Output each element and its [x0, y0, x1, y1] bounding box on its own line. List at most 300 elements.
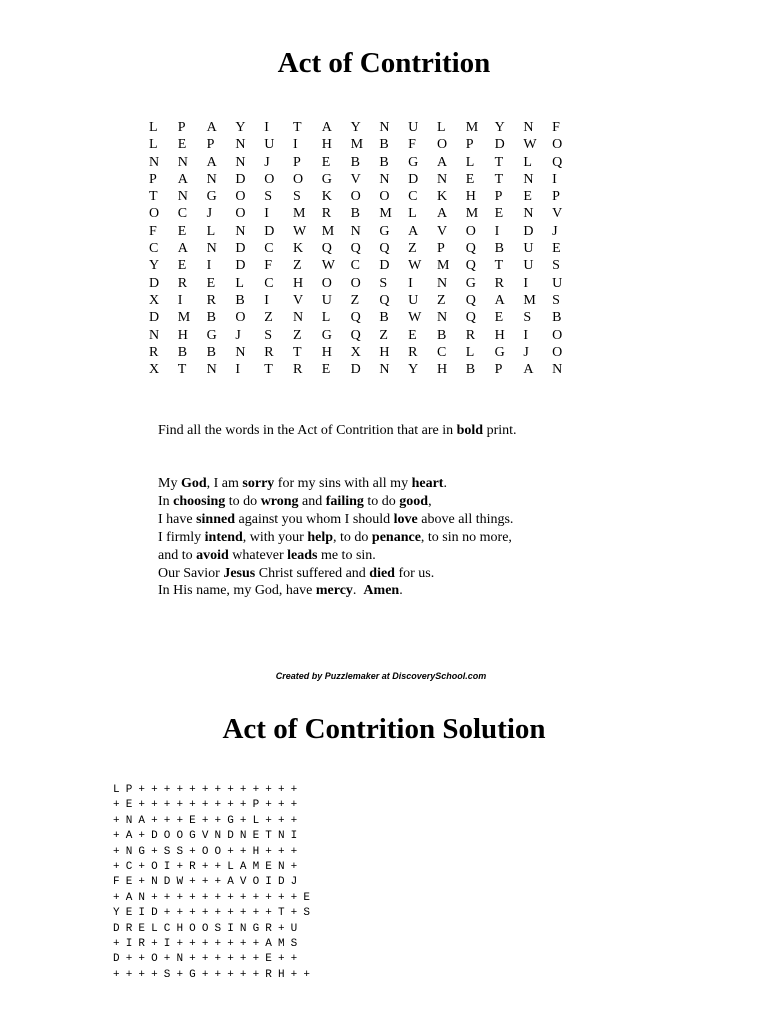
grid-letter: A — [436, 206, 448, 222]
grid-letter: O — [321, 275, 332, 291]
solution-cell: P — [125, 784, 133, 796]
solution-cell: G — [252, 922, 260, 935]
grid-letter: I — [494, 223, 500, 239]
grid-letter: N — [379, 171, 390, 187]
grid-row — [149, 136, 581, 153]
solution-cell: + — [227, 784, 234, 796]
grid-letter: I — [264, 120, 269, 135]
solution-cell: + — [252, 968, 260, 981]
grid-letter: D — [235, 241, 246, 257]
grid-letter: Y — [494, 120, 505, 135]
solution-cell: O — [189, 922, 196, 935]
solution-cell: + — [176, 938, 184, 951]
grid-letter: I — [177, 292, 183, 308]
solution-cell: N — [239, 922, 247, 935]
grid-letter: Q — [465, 241, 476, 257]
grid-letter: T — [292, 120, 302, 135]
grid-letter: L — [235, 275, 244, 291]
grid-letter: Q — [379, 292, 390, 308]
grid-letter: X — [350, 344, 361, 360]
prayer-line — [158, 547, 513, 565]
text-run: , I am — [206, 476, 243, 491]
grid-letter: B — [552, 310, 562, 326]
grid-row — [149, 240, 581, 257]
word-search-grid — [149, 119, 581, 378]
solution-cell: A — [125, 830, 133, 843]
solution-cell: + — [163, 784, 171, 796]
solution-cell: + — [290, 799, 298, 812]
page-title: Act of Contrition — [277, 47, 491, 79]
grid-letter: O — [436, 137, 448, 153]
prayer-line — [158, 565, 513, 583]
solution-cell: + — [201, 938, 209, 951]
solution-cell: + — [290, 845, 298, 858]
grid-letter: B — [465, 362, 476, 378]
grid-letter: H — [465, 189, 476, 205]
grid-letter: C — [436, 344, 447, 360]
solution-cell: + — [163, 953, 171, 966]
grid-letter: D — [149, 310, 160, 326]
solution-cell: S — [290, 938, 298, 951]
grid-letter: F — [552, 120, 560, 135]
grid-letter: I — [292, 137, 298, 153]
grid-letter: H — [177, 327, 188, 343]
grid-letter: W — [292, 223, 307, 239]
solution-row — [113, 891, 316, 906]
grid-letter: C — [177, 206, 188, 222]
grid-letter: Q — [465, 258, 476, 274]
solution-cell: U — [290, 922, 298, 935]
grid-letter: M — [523, 292, 536, 308]
grid-letter: W — [408, 258, 422, 274]
solution-cell: D — [151, 830, 158, 843]
grid-letter: Y — [350, 120, 361, 135]
solution-cell: E — [125, 876, 133, 889]
grid-letter: V — [436, 223, 448, 239]
solution-cell: F — [113, 876, 120, 889]
solution-cell: + — [265, 891, 272, 904]
text-run: whatever — [228, 547, 288, 563]
solution-cell: E — [189, 814, 196, 827]
solution-cell: + — [290, 907, 298, 920]
solution-cell: + — [113, 968, 120, 981]
grid-letter: O — [465, 223, 476, 239]
solution-cell: + — [214, 814, 222, 827]
grid-row — [149, 188, 581, 205]
solution-cell: + — [201, 876, 209, 889]
solution-cell: + — [138, 830, 145, 843]
grid-letter: U — [523, 241, 534, 257]
solution-cell: W — [176, 876, 184, 889]
solution-cell: + — [265, 784, 272, 796]
text-run: I have — [158, 511, 197, 527]
grid-letter: W — [321, 258, 335, 274]
grid-letter: Q — [465, 292, 476, 308]
solution-cell: + — [189, 876, 196, 889]
grid-letter: P — [494, 362, 503, 378]
solution-cell: + — [201, 799, 209, 812]
solution-cell: A — [265, 938, 272, 951]
grid-letter: D — [494, 137, 505, 153]
solution-cell: H — [176, 922, 184, 935]
solution-cell: + — [113, 799, 120, 812]
grid-letter: O — [350, 189, 361, 205]
solution-cell: + — [239, 784, 247, 796]
solution-cell: + — [239, 891, 247, 904]
grid-letter: G — [321, 171, 332, 187]
bold-word: avoid — [196, 547, 229, 563]
bold-word: Amen — [363, 583, 400, 599]
solution-cell: O — [201, 845, 209, 858]
credit-line: Created by Puzzlemaker at DiscoverySchool.com — [275, 671, 487, 681]
grid-row — [149, 327, 581, 344]
grid-letter: R — [206, 292, 216, 308]
grid-letter: O — [350, 275, 361, 291]
solution-cell: + — [113, 938, 120, 951]
grid-letter: E — [494, 206, 504, 222]
solution-cell: L — [113, 784, 120, 796]
grid-letter: G — [206, 189, 217, 205]
grid-letter: P — [149, 171, 157, 187]
solution-cell: I — [138, 907, 145, 920]
grid-letter: M — [379, 206, 392, 222]
solution-cell: I — [290, 830, 298, 843]
grid-letter: N — [235, 344, 246, 360]
grid-letter: N — [552, 362, 563, 378]
grid-letter: J — [523, 344, 529, 360]
solution-cell: + — [113, 814, 120, 827]
grid-letter: U — [408, 120, 419, 135]
solution-cell: R — [125, 922, 133, 935]
grid-letter: S — [552, 292, 560, 308]
solution-cell: + — [214, 891, 222, 904]
solution-cell: O — [151, 861, 158, 874]
solution-cell: S — [303, 907, 310, 920]
solution-cell: + — [265, 799, 272, 812]
solution-cell: + — [214, 784, 222, 796]
grid-letter: M — [321, 223, 335, 239]
grid-letter: E — [177, 137, 187, 153]
solution-cell: + — [265, 907, 272, 920]
grid-letter: D — [149, 275, 160, 291]
grid-letter: C — [350, 258, 360, 274]
solution-cell: S — [176, 845, 184, 858]
solution-cell: + — [239, 953, 247, 966]
grid-letter: M — [436, 258, 450, 274]
solution-cell: + — [151, 784, 158, 796]
solution-cell: + — [239, 907, 247, 920]
grid-letter: A — [177, 171, 188, 187]
grid-letter: B — [235, 292, 245, 308]
solution-row — [113, 829, 316, 844]
grid-letter: N — [523, 206, 534, 222]
solution-cell: + — [277, 891, 285, 904]
bold-word: love — [393, 511, 418, 527]
solution-cell: P — [252, 799, 260, 812]
solution-cell: + — [277, 953, 285, 966]
solution-cell: + — [290, 953, 298, 966]
prayer-text — [158, 475, 513, 600]
text-run: My — [158, 476, 181, 491]
grid-letter: Z — [379, 327, 388, 343]
grid-letter: Z — [350, 292, 360, 308]
grid-letter: P — [552, 189, 560, 205]
grid-letter: S — [292, 189, 301, 205]
grid-letter: P — [494, 189, 503, 205]
grid-letter: K — [292, 241, 304, 257]
grid-letter: T — [149, 189, 158, 205]
bold-word: heart — [411, 476, 444, 491]
solution-cell: N — [176, 953, 184, 966]
grid-letter: N — [523, 120, 534, 135]
solution-cell: + — [176, 784, 184, 796]
solution-cell: + — [138, 953, 145, 966]
text-run: . — [399, 583, 403, 599]
grid-letter: O — [235, 206, 246, 222]
solution-row — [113, 906, 316, 921]
grid-letter: N — [235, 137, 246, 153]
bold-word: sinned — [196, 511, 236, 527]
solution-cell: E — [265, 861, 272, 874]
grid-letter: A — [436, 154, 448, 170]
grid-letter: O — [552, 344, 563, 360]
grid-letter: N — [206, 171, 217, 187]
grid-letter: B — [206, 344, 216, 360]
grid-letter: B — [494, 241, 504, 257]
grid-letter: R — [494, 275, 504, 291]
solution-cell: T — [277, 907, 285, 920]
grid-letter: H — [436, 362, 448, 378]
grid-letter: N — [436, 310, 448, 326]
grid-letter: O — [379, 189, 390, 205]
grid-letter: B — [177, 344, 188, 360]
solution-cell: + — [239, 968, 247, 981]
solution-cell: + — [227, 907, 234, 920]
text-run: Christ suffered and — [255, 565, 370, 581]
grid-letter: Y — [235, 120, 246, 135]
grid-letter: L — [149, 137, 158, 153]
grid-letter: N — [379, 362, 390, 378]
solution-cell: + — [277, 784, 285, 796]
solution-cell: + — [227, 799, 234, 812]
bold-word: intend — [204, 529, 243, 545]
solution-cell: S — [163, 845, 171, 858]
solution-row — [113, 875, 316, 890]
solution-cell: + — [138, 784, 145, 796]
grid-letter: R — [264, 344, 274, 360]
solution-cell: + — [189, 799, 196, 812]
solution-cell: + — [151, 891, 158, 904]
solution-cell: + — [113, 845, 120, 858]
solution-cell: + — [252, 784, 260, 796]
text-run: to do — [225, 493, 261, 509]
solution-cell: R — [138, 938, 145, 951]
grid-letter: E — [408, 327, 417, 343]
grid-letter: U — [408, 292, 419, 308]
solution-cell: + — [176, 907, 184, 920]
solution-cell: + — [189, 784, 196, 796]
grid-letter: O — [235, 189, 246, 205]
grid-row — [149, 292, 581, 309]
solution-cell: + — [163, 799, 171, 812]
solution-cell: + — [113, 891, 120, 904]
solution-title: Act of Contrition Solution — [222, 713, 546, 745]
text-run: I firmly — [158, 529, 205, 545]
solution-cell: M — [252, 861, 260, 874]
grid-letter: N — [436, 171, 448, 187]
grid-letter: S — [264, 327, 272, 343]
grid-letter: L — [408, 206, 417, 222]
grid-letter: G — [379, 223, 390, 239]
solution-cell: + — [176, 968, 184, 981]
bold-word: sorry — [242, 476, 275, 491]
solution-cell: + — [252, 953, 260, 966]
grid-letter: F — [264, 258, 272, 274]
grid-letter: H — [321, 344, 332, 360]
grid-letter: N — [149, 154, 160, 170]
solution-cell: + — [290, 784, 298, 796]
text-run: . — [352, 583, 364, 599]
solution-cell: + — [227, 968, 234, 981]
solution-row — [113, 922, 316, 937]
grid-letter: B — [379, 310, 389, 326]
bold-word: mercy — [315, 583, 353, 599]
solution-cell: I — [163, 861, 171, 874]
solution-cell: A — [227, 876, 234, 889]
grid-letter: A — [523, 362, 534, 378]
grid-letter: T — [264, 362, 273, 378]
grid-letter: P — [177, 120, 186, 135]
solution-cell: + — [151, 968, 158, 981]
solution-cell: + — [151, 938, 158, 951]
grid-letter: S — [264, 189, 272, 205]
solution-cell: + — [113, 830, 120, 843]
text-run: In — [158, 493, 174, 509]
grid-letter: N — [206, 362, 217, 378]
solution-cell: D — [277, 876, 285, 889]
solution-cell: + — [252, 907, 260, 920]
text-run: print. — [483, 423, 517, 438]
solution-cell: I — [163, 938, 171, 951]
grid-letter: X — [149, 362, 160, 378]
grid-letter: O — [552, 137, 563, 153]
text-run: , — [428, 493, 432, 509]
grid-letter: I — [523, 275, 529, 291]
solution-cell: + — [277, 799, 285, 812]
solution-cell: G — [189, 830, 196, 843]
grid-letter: B — [379, 137, 389, 153]
text-run: above all things. — [417, 511, 514, 527]
grid-letter: Q — [379, 241, 390, 257]
grid-letter: D — [264, 223, 275, 239]
solution-cell: E — [138, 922, 145, 935]
solution-cell: + — [290, 814, 298, 827]
grid-letter: V — [552, 206, 563, 222]
grid-letter: R — [408, 344, 418, 360]
solution-cell: C — [125, 861, 133, 874]
solution-grid — [113, 783, 316, 983]
grid-letter: H — [379, 344, 390, 360]
grid-letter: E — [465, 171, 475, 187]
grid-letter: N — [436, 275, 448, 291]
grid-letter: N — [206, 241, 217, 257]
text-run: Find all the words in the Act of Contrition that are in — [158, 423, 457, 438]
solution-cell: G — [189, 968, 196, 981]
solution-cell: + — [176, 799, 184, 812]
bold-word: good — [399, 493, 429, 509]
solution-cell: G — [227, 814, 234, 827]
solution-cell: Y — [113, 907, 120, 920]
solution-cell: N — [125, 814, 133, 827]
grid-letter: H — [494, 327, 505, 343]
grid-letter: H — [321, 137, 332, 153]
grid-letter: J — [264, 154, 270, 170]
bold-word: choosing — [173, 493, 226, 509]
grid-letter: C — [149, 241, 159, 257]
grid-letter: Q — [465, 310, 476, 326]
grid-letter: I — [552, 171, 557, 187]
solution-row — [113, 814, 316, 829]
solution-cell: S — [163, 968, 171, 981]
grid-letter: L — [465, 154, 475, 170]
solution-cell: + — [189, 953, 196, 966]
grid-letter: D — [235, 171, 246, 187]
grid-letter: E — [552, 241, 561, 257]
grid-letter: E — [523, 189, 532, 205]
solution-cell: + — [227, 938, 234, 951]
solution-cell: O — [151, 953, 158, 966]
solution-cell: + — [227, 953, 234, 966]
grid-letter: T — [494, 258, 504, 274]
solution-cell: + — [214, 907, 222, 920]
solution-cell: + — [176, 891, 184, 904]
grid-row — [149, 171, 581, 188]
solution-row — [113, 845, 316, 860]
solution-cell: + — [125, 968, 133, 981]
solution-cell: + — [252, 891, 260, 904]
solution-cell: + — [252, 938, 260, 951]
solution-cell: + — [138, 876, 145, 889]
solution-cell: + — [290, 891, 298, 904]
grid-letter: L — [149, 120, 158, 135]
grid-row — [149, 257, 581, 274]
grid-letter: S — [379, 275, 388, 291]
grid-letter: S — [552, 258, 560, 274]
solution-row — [113, 968, 316, 983]
solution-cell: D — [163, 876, 171, 889]
solution-cell: + — [113, 861, 120, 874]
text-run: against you whom I should — [235, 511, 394, 527]
grid-letter: T — [177, 362, 187, 378]
grid-letter: I — [264, 206, 269, 222]
grid-letter: L — [523, 154, 532, 170]
grid-letter: Z — [436, 292, 446, 308]
grid-letter: C — [264, 275, 274, 291]
text-run: and to — [158, 547, 197, 563]
solution-cell: + — [227, 845, 234, 858]
grid-row — [149, 119, 581, 136]
grid-letter: D — [379, 258, 390, 274]
solution-cell: D — [113, 953, 120, 966]
solution-cell: + — [163, 814, 171, 827]
grid-letter: R — [465, 327, 476, 343]
solution-cell: + — [214, 953, 222, 966]
solution-cell: + — [239, 845, 247, 858]
grid-letter: G — [206, 327, 217, 343]
solution-cell: + — [189, 845, 196, 858]
grid-letter: N — [149, 327, 160, 343]
grid-letter: M — [292, 206, 306, 222]
